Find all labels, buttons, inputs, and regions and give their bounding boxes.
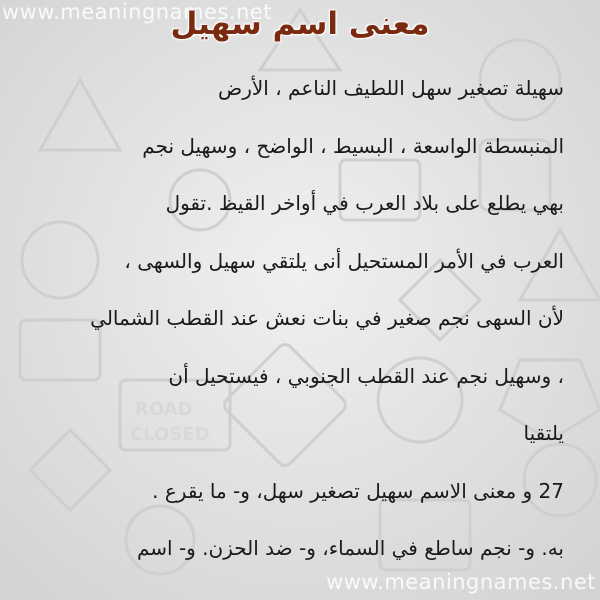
text-line: به. و- نجم ساطع في السماء، و- ضد الحزن. و- اسم xyxy=(136,536,564,560)
watermark-top: www.meaningnames.net xyxy=(2,0,272,24)
text-line: لأن السهى نجم صغير في بنات نعش عند القطب الشمالي xyxy=(90,306,564,330)
watermark-bottom: www.meaningnames.net xyxy=(326,570,596,594)
text-line: 27 و معنى الاسم سهيل تصغير سهل، و- ما يقرع . xyxy=(152,478,564,503)
svg-text:CLOSED: CLOSED xyxy=(130,424,210,445)
text-line: العرب في الأمر المستحيل أنى يلتقي سهيل والسهى ، xyxy=(124,248,564,273)
text-line: سهيلة تصغير سهل اللطيف الناعم ، الأرض xyxy=(218,76,564,100)
page-title: معنى اسم سهيل xyxy=(170,6,430,42)
text-line: المنبسطة الواسعة ، البسيط ، الواضح ، وسهيل نجم xyxy=(142,133,564,158)
text-line: بهي يطلع على بلاد العرب في أواخر القيظ .تقول xyxy=(165,191,564,215)
text-line: يلتقيا xyxy=(523,421,564,445)
meaning-text xyxy=(34,60,564,578)
svg-text:ROAD: ROAD xyxy=(135,399,193,420)
text-line: ، وسهيل نجم عند القطب الجنوبي ، فيستحيل أن xyxy=(168,363,564,388)
